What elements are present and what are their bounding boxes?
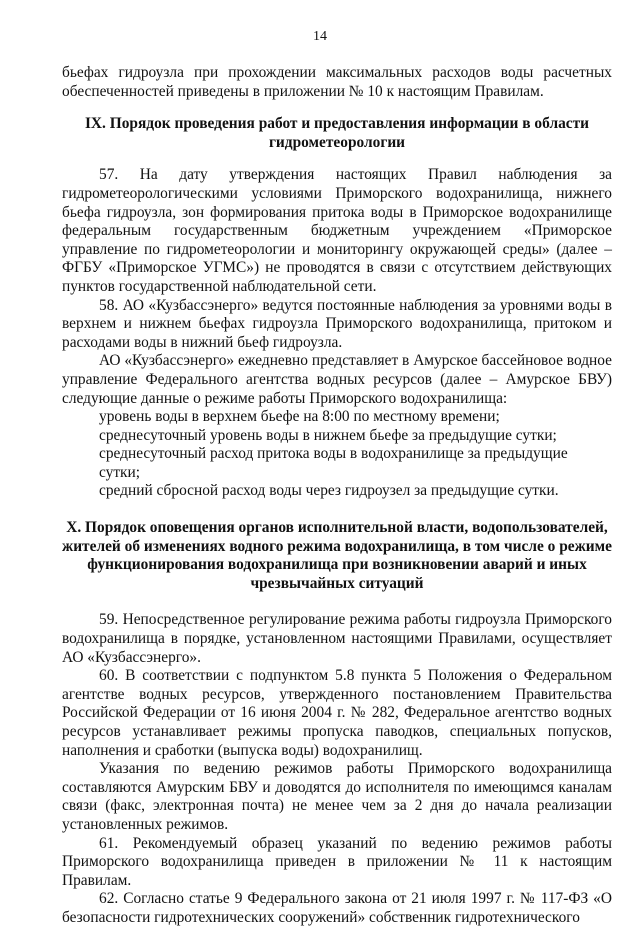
paragraph-59: 59. Непосредственное регулирование режима работы гидроузла Приморского водохранилища в порядке, установленном настоящими Правилами, осуществляет АО «Кузбассэнерго». (62, 611, 612, 666)
paragraph-60-continued: Указания по ведению режимов работы Приморского водохранилища составляются Амурским БВУ и доводятся до исполнителя по имеющимся каналам связи (факс, электронная почта) не менее чем за 2 дня до начала реализации установленных режимов. (62, 760, 612, 833)
page-number: 14 (313, 29, 327, 44)
list-item: среднесуточный расход притока воды в водохранилище за предыдущие сутки; (99, 445, 568, 481)
document-body (62, 64, 612, 928)
paragraph-61: 61. Рекомендуемый образец указаний по ведению режимов работы Приморского водохранилища приведен в приложении № 11 к настоящим Правилам. (62, 834, 612, 889)
list-item: уровень воды в верхнем бьефе на 8:00 по местному времени; (99, 408, 500, 426)
list-item: средний сбросной расход воды через гидроузел за предыдущие сутки. (99, 482, 559, 500)
paragraph-58-continued: АО «Кузбассэнерго» ежедневно представляет в Амурское бассейновое водное управление Федерального агентства водных ресурсов (далее – Амурское БВУ) следующие данные о режиме работы Приморского водохранилища: (62, 352, 612, 407)
paragraph-57: 57. На дату утверждения настоящих Правил наблюдения за гидрометеорологическими условиями Приморского водохранилища, нижнего бьефа гидроузла, зон формирования притока воды в Приморское водохранилище федеральным государственным бюджетным учреждением «Приморское управление по гидрометеорологии и мониторингу окружающей среды» (далее – ФГБУ «Приморское УГМС») не проводятся в связи с отсутствием действующих пунктов государственной наблюдательной сети. (62, 166, 612, 295)
section-x-heading: X. Порядок оповещения органов исполнительной власти, водопользователей, жителей об изменениях водного режима водохранилища, в том числе о режиме функционирования водохранилища при возникновении аварий и иных чрезвычайных ситуаций (62, 519, 612, 592)
paragraph-58: 58. АО «Кузбассэнерго» ведутся постоянные наблюдения за уровнями воды в верхнем и нижнем бьефах гидроузла Приморского водохранилища, притоком и расходами воды в нижний бьеф гидроузла. (62, 296, 612, 351)
paragraph-62: 62. Согласно статье 9 Федерального закона от 21 июля 1997 г. № 117-ФЗ «О безопасности гидротехнических сооружений» собственник гидротехнического (62, 890, 612, 926)
paragraph-60: 60. В соответствии с подпунктом 5.8 пункта 5 Положения о Федеральном агентстве водных ресурсов, утвержденного постановлением Правительства Российской Федерации от 16 июня 2004 г. № 282, Федеральное агентство водных ресурсов устанавливает режимы пропуска паводков, специальных попусков, наполнения и сработки (выпуска воды) водохранилищ. (62, 667, 612, 759)
intro-paragraph: бьефах гидроузла при прохождении максимальных расходов воды расчетных обеспеченностей приведены в приложении № 10 к настоящим Правилам. (62, 64, 612, 100)
section-ix-heading: IX. Порядок проведения работ и предоставления информации в области гидрометеорологии (84, 115, 590, 151)
list-item: среднесуточный уровень воды в нижнем бьефе за предыдущие сутки; (99, 426, 557, 444)
